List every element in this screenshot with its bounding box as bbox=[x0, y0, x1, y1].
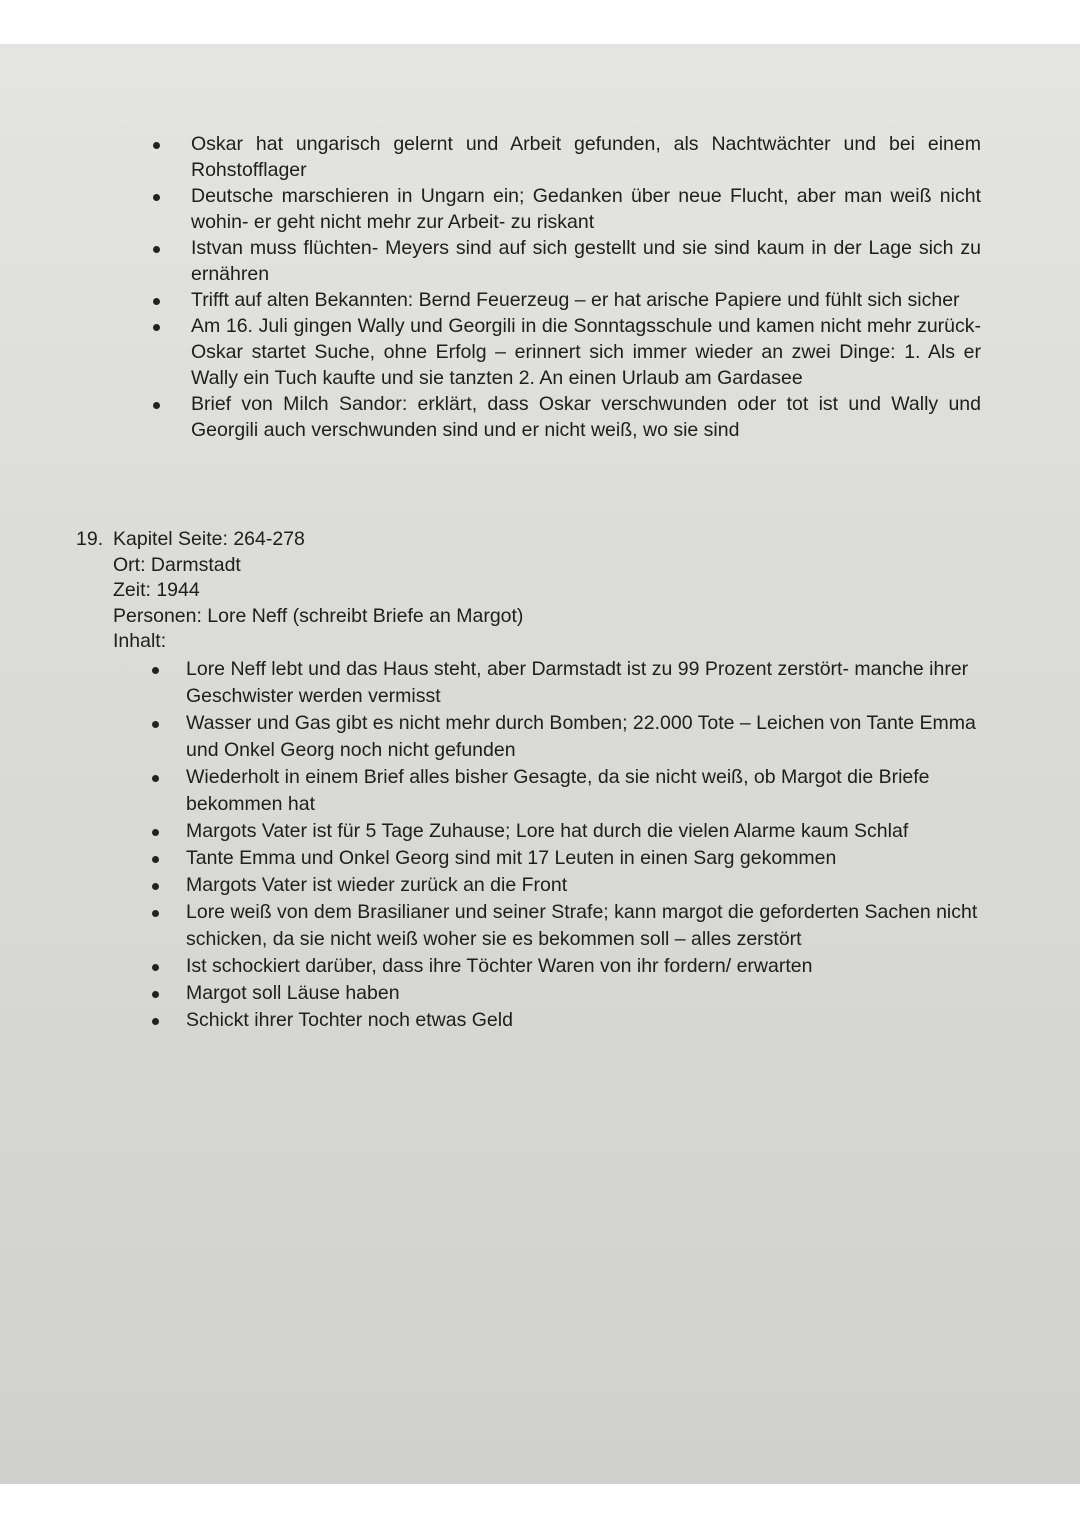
list-item bbox=[186, 872, 986, 899]
list-item-text: Deutsche marschieren in Ungarn ein; Gedanken über neue Flucht, aber man weiß nicht wohin- er geht nicht mehr zur Arbeit- zu riskant bbox=[191, 185, 981, 233]
list-item-text: Wasser und Gas gibt es nicht mehr durch Bomben; 22.000 Tote – Leichen von Tante Emma und Onkel Georg noch nicht gefunden bbox=[186, 712, 976, 761]
list-item bbox=[191, 235, 981, 287]
previous-chapter-bullet-list bbox=[191, 131, 981, 443]
list-item-text: Schickt ihrer Tochter noch etwas Geld bbox=[186, 1009, 513, 1031]
bullet-icon bbox=[152, 964, 159, 971]
paper-photo bbox=[0, 44, 1080, 1484]
list-item bbox=[186, 818, 986, 845]
chapter-personen: Personen: Lore Neff (schreibt Briefe an Margot) bbox=[113, 605, 524, 627]
bullet-icon bbox=[153, 246, 160, 253]
bullet-icon bbox=[152, 721, 159, 728]
list-item-text: Wiederholt in einem Brief alles bisher Gesagte, da sie nicht weiß, ob Margot die Briefe bekommen hat bbox=[186, 766, 930, 815]
list-item-text: Brief von Milch Sandor: erklärt, dass Oskar verschwunden oder tot ist und Wally und Georgili auch verschwunden sind und er nicht weiß, wo sie sind bbox=[191, 393, 981, 441]
list-item-text: Margot soll Läuse haben bbox=[186, 982, 400, 1004]
chapter-inhalt-label: Inhalt: bbox=[113, 630, 167, 652]
list-item bbox=[191, 183, 981, 235]
list-item-text: Tante Emma und Onkel Georg sind mit 17 Leuten in einen Sarg gekommen bbox=[186, 847, 837, 869]
list-item-text: Lore weiß von dem Brasilianer und seiner Strafe; kann margot die geforderten Sachen nicht schicken, da sie nicht weiß woher sie es bekommen soll – alles zerstört bbox=[186, 901, 978, 950]
list-item-text: Istvan muss flüchten- Meyers sind auf sich gestellt und sie sind kaum in der Lage sich zu ernähren bbox=[191, 237, 981, 285]
list-item-text: Am 16. Juli gingen Wally und Georgili in die Sonntagsschule und kamen nicht mehr zurück- Oskar startet Suche, ohne Erfolg – erinnert sich immer wieder an zwei Dinge: 1. Als er Wally ein Tuch kaufte und sie tanzten 2. An einen Urlaub am Gardasee bbox=[191, 315, 981, 389]
bullet-icon bbox=[152, 991, 159, 998]
bullet-icon bbox=[153, 324, 160, 331]
chapter-heading bbox=[76, 527, 305, 553]
bullet-icon bbox=[152, 667, 159, 674]
bullet-icon bbox=[153, 142, 160, 149]
list-item-text: Margots Vater ist wieder zurück an die Front bbox=[186, 874, 568, 896]
bullet-icon bbox=[152, 856, 159, 863]
list-item-text: Trifft auf alten Bekannten: Bernd Feuerzeug – er hat arische Papiere und fühlt sich sicher bbox=[191, 289, 960, 311]
list-item bbox=[186, 764, 986, 818]
bullet-icon bbox=[152, 1018, 159, 1025]
list-item bbox=[186, 845, 986, 872]
list-item bbox=[186, 656, 986, 710]
list-item bbox=[191, 287, 981, 313]
chapter-title: Kapitel Seite: 264-278 bbox=[113, 528, 305, 550]
bullet-icon bbox=[153, 298, 160, 305]
list-item bbox=[191, 391, 981, 443]
list-item bbox=[186, 899, 986, 953]
chapter-content-bullet-list bbox=[186, 656, 986, 1034]
bullet-icon bbox=[152, 910, 159, 917]
list-item bbox=[186, 953, 986, 980]
chapter-ort: Ort: Darmstadt bbox=[113, 554, 241, 576]
list-item-text: Margots Vater ist für 5 Tage Zuhause; Lore hat durch die vielen Alarme kaum Schlaf bbox=[186, 820, 909, 842]
list-item bbox=[186, 1007, 986, 1034]
bullet-icon bbox=[152, 829, 159, 836]
bullet-icon bbox=[153, 402, 160, 409]
bullet-icon bbox=[152, 775, 159, 782]
list-item bbox=[191, 131, 981, 183]
list-item-text: Oskar hat ungarisch gelernt und Arbeit gefunden, als Nachtwächter und bei einem Rohstofflager bbox=[191, 133, 981, 181]
list-item bbox=[186, 980, 986, 1007]
bullet-icon bbox=[152, 883, 159, 890]
bullet-icon bbox=[153, 194, 160, 201]
list-item bbox=[186, 710, 986, 764]
chapter-zeit: Zeit: 1944 bbox=[113, 579, 200, 601]
list-item bbox=[191, 313, 981, 391]
list-item-text: Ist schockiert darüber, dass ihre Töchter Waren von ihr fordern/ erwarten bbox=[186, 955, 813, 977]
chapter-number: 19. bbox=[76, 528, 104, 550]
list-item-text: Lore Neff lebt und das Haus steht, aber Darmstadt ist zu 99 Prozent zerstört- manche ihrer Geschwister werden vermisst bbox=[186, 658, 969, 707]
